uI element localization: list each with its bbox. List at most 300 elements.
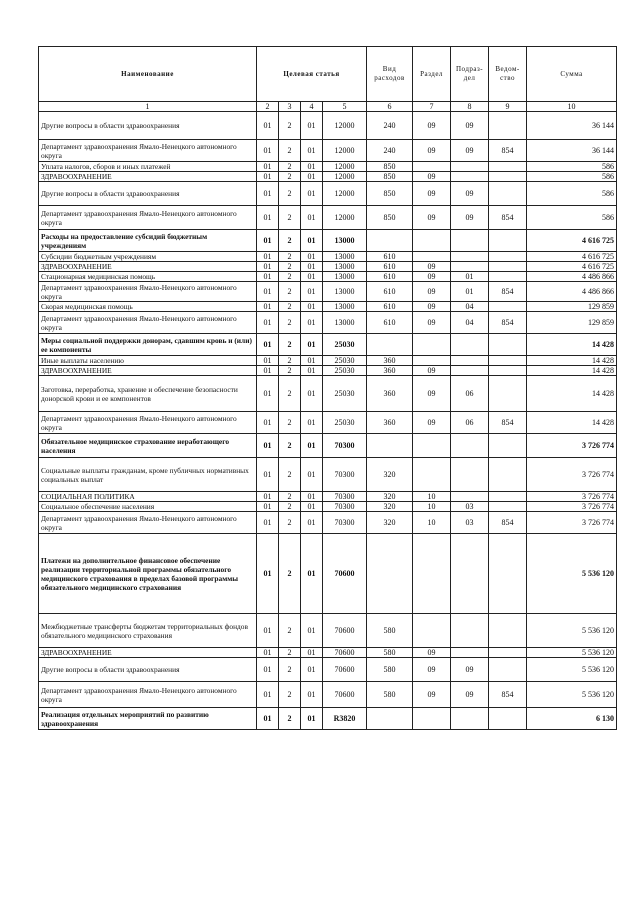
- row-sum: 14 428: [527, 366, 617, 376]
- target-code-1: 01: [257, 648, 279, 658]
- section-code: 09: [413, 172, 451, 182]
- target-code-3: 01: [301, 112, 323, 140]
- target-code-4: 70300: [323, 458, 367, 492]
- section-code: [413, 230, 451, 252]
- expense-type: 240: [367, 140, 413, 162]
- target-code-2: 2: [279, 140, 301, 162]
- target-code-2: 2: [279, 534, 301, 614]
- subsection-code: [451, 614, 489, 648]
- row-sum: 5 536 120: [527, 534, 617, 614]
- target-code-1: 01: [257, 262, 279, 272]
- expense-type: 610: [367, 302, 413, 312]
- target-code-4: 25030: [323, 356, 367, 366]
- target-code-2: 2: [279, 708, 301, 730]
- table-row: [39, 112, 617, 140]
- subsection-code: 04: [451, 312, 489, 334]
- row-name: Другие вопросы в области здравоохранения: [39, 112, 257, 140]
- subsection-code: [451, 230, 489, 252]
- expense-type: 580: [367, 648, 413, 658]
- row-name: СОЦИАЛЬНАЯ ПОЛИТИКА: [39, 492, 257, 502]
- subsection-code: [451, 252, 489, 262]
- expense-type: 320: [367, 492, 413, 502]
- table-row: [39, 252, 617, 262]
- target-code-1: 01: [257, 356, 279, 366]
- table-row: [39, 162, 617, 172]
- row-sum: 4 486 866: [527, 282, 617, 302]
- subsection-code: 03: [451, 512, 489, 534]
- target-code-1: 01: [257, 312, 279, 334]
- section-code: 09: [413, 140, 451, 162]
- row-sum: 14 428: [527, 356, 617, 366]
- expense-type: 610: [367, 282, 413, 302]
- department-code: [489, 534, 527, 614]
- expense-type: [367, 230, 413, 252]
- target-code-2: 2: [279, 458, 301, 492]
- target-code-4: 12000: [323, 162, 367, 172]
- target-code-2: 2: [279, 252, 301, 262]
- table-row: [39, 302, 617, 312]
- table-row: [39, 534, 617, 614]
- section-code: [413, 458, 451, 492]
- expense-type: 610: [367, 312, 413, 334]
- expense-type: 360: [367, 366, 413, 376]
- column-number-row: [39, 102, 617, 112]
- row-sum: 5 536 120: [527, 682, 617, 708]
- target-code-4: 70300: [323, 492, 367, 502]
- table-row: [39, 230, 617, 252]
- row-sum: 586: [527, 172, 617, 182]
- department-code: [489, 434, 527, 458]
- subsection-code: [451, 262, 489, 272]
- target-code-2: 2: [279, 162, 301, 172]
- target-code-4: 12000: [323, 172, 367, 182]
- target-code-3: 01: [301, 356, 323, 366]
- row-sum: 586: [527, 182, 617, 206]
- section-code: [413, 334, 451, 356]
- target-code-3: 01: [301, 302, 323, 312]
- row-sum: 5 536 120: [527, 614, 617, 648]
- section-code: [413, 356, 451, 366]
- target-code-2: 2: [279, 272, 301, 282]
- row-name: Платежи на дополнительное финансовое обеспечение реализации территориальной программы обязательного медицинского страхования в пределах базовой программы обязательного медицинского страхования: [39, 534, 257, 614]
- table-row: [39, 282, 617, 302]
- table-header-row: [39, 47, 617, 102]
- subsection-code: 09: [451, 112, 489, 140]
- row-sum: 129 859: [527, 302, 617, 312]
- department-code: [489, 366, 527, 376]
- table-row: [39, 312, 617, 334]
- target-code-3: 01: [301, 140, 323, 162]
- subsection-code: [451, 458, 489, 492]
- target-code-4: 13000: [323, 230, 367, 252]
- target-code-4: 25030: [323, 334, 367, 356]
- target-code-3: 01: [301, 458, 323, 492]
- target-code-1: 01: [257, 282, 279, 302]
- target-code-4: 25030: [323, 366, 367, 376]
- row-name: ЗДРАВООХРАНЕНИЕ: [39, 172, 257, 182]
- target-code-3: 01: [301, 614, 323, 648]
- target-code-4: 12000: [323, 112, 367, 140]
- table-row: [39, 356, 617, 366]
- department-code: [489, 356, 527, 366]
- expense-type: 610: [367, 252, 413, 262]
- table-row: [39, 512, 617, 534]
- expense-type: 850: [367, 206, 413, 230]
- target-code-2: 2: [279, 356, 301, 366]
- target-code-1: 01: [257, 162, 279, 172]
- section-code: [413, 252, 451, 262]
- target-code-3: 01: [301, 206, 323, 230]
- target-code-3: 01: [301, 412, 323, 434]
- table-row: [39, 492, 617, 502]
- target-code-3: 01: [301, 708, 323, 730]
- budget-table: [38, 46, 617, 730]
- target-code-3: 01: [301, 502, 323, 512]
- row-sum: 586: [527, 206, 617, 230]
- subsection-code: 06: [451, 412, 489, 434]
- target-code-4: 13000: [323, 312, 367, 334]
- section-code: 09: [413, 648, 451, 658]
- department-code: 854: [489, 282, 527, 302]
- target-code-1: 01: [257, 302, 279, 312]
- subsection-code: [451, 434, 489, 458]
- department-code: [489, 658, 527, 682]
- row-sum: 5 536 120: [527, 658, 617, 682]
- subsection-code: 09: [451, 682, 489, 708]
- expense-type: 610: [367, 262, 413, 272]
- table-row: [39, 708, 617, 730]
- section-code: 09: [413, 312, 451, 334]
- target-code-2: 2: [279, 366, 301, 376]
- subsection-code: [451, 648, 489, 658]
- section-code: [413, 534, 451, 614]
- target-code-1: 01: [257, 252, 279, 262]
- target-code-1: 01: [257, 614, 279, 648]
- section-code: 09: [413, 206, 451, 230]
- target-code-2: 2: [279, 282, 301, 302]
- target-code-4: 12000: [323, 140, 367, 162]
- section-code: 09: [413, 272, 451, 282]
- target-code-2: 2: [279, 262, 301, 272]
- target-code-2: 2: [279, 512, 301, 534]
- department-code: [489, 182, 527, 206]
- section-code: [413, 434, 451, 458]
- row-name: ЗДРАВООХРАНЕНИЕ: [39, 366, 257, 376]
- row-name: Департамент здравоохранения Ямало-Ненецкого автономного округа: [39, 512, 257, 534]
- row-name: Департамент здравоохранения Ямало-Ненецкого автономного округа: [39, 206, 257, 230]
- col-number: 5: [323, 102, 367, 112]
- subsection-code: 01: [451, 282, 489, 302]
- department-code: [489, 334, 527, 356]
- target-code-3: 01: [301, 272, 323, 282]
- expense-type: [367, 534, 413, 614]
- row-name: Уплата налогов, сборов и иных платежей: [39, 162, 257, 172]
- row-sum: 3 726 774: [527, 458, 617, 492]
- department-code: 854: [489, 140, 527, 162]
- row-name: Меры социальной поддержки донорам, сдавшим кровь и (или) ее компоненты: [39, 334, 257, 356]
- table-row: [39, 648, 617, 658]
- department-code: [489, 112, 527, 140]
- table-row: [39, 614, 617, 648]
- target-code-1: 01: [257, 434, 279, 458]
- target-code-1: 01: [257, 206, 279, 230]
- target-code-4: 13000: [323, 282, 367, 302]
- target-code-3: 01: [301, 182, 323, 206]
- expense-type: 850: [367, 162, 413, 172]
- target-code-4: 12000: [323, 206, 367, 230]
- expense-type: 850: [367, 172, 413, 182]
- section-code: 09: [413, 682, 451, 708]
- subsection-code: [451, 492, 489, 502]
- subsection-code: [451, 172, 489, 182]
- table-row: [39, 334, 617, 356]
- row-name: Расходы на предоставление субсидий бюджетным учреждениям: [39, 230, 257, 252]
- department-code: [489, 272, 527, 282]
- expense-type: 320: [367, 502, 413, 512]
- row-sum: 3 726 774: [527, 492, 617, 502]
- department-code: [489, 252, 527, 262]
- subsection-code: 04: [451, 302, 489, 312]
- subsection-code: [451, 356, 489, 366]
- row-sum: 14 428: [527, 334, 617, 356]
- department-code: 854: [489, 512, 527, 534]
- row-name: ЗДРАВООХРАНЕНИЕ: [39, 262, 257, 272]
- row-sum: 586: [527, 162, 617, 172]
- row-sum: 3 726 774: [527, 434, 617, 458]
- row-name: Другие вопросы в области здравоохранения: [39, 182, 257, 206]
- department-code: [489, 376, 527, 412]
- target-code-2: 2: [279, 614, 301, 648]
- target-code-4: 70300: [323, 502, 367, 512]
- row-sum: 36 144: [527, 112, 617, 140]
- department-code: [489, 262, 527, 272]
- target-code-1: 01: [257, 502, 279, 512]
- expense-type: 240: [367, 112, 413, 140]
- target-code-3: 01: [301, 334, 323, 356]
- subsection-code: [451, 708, 489, 730]
- target-code-4: R3820: [323, 708, 367, 730]
- expense-type: 360: [367, 412, 413, 434]
- row-name: Обязательное медицинское страхование неработающего населения: [39, 434, 257, 458]
- target-code-2: 2: [279, 648, 301, 658]
- department-code: [489, 458, 527, 492]
- table-row: [39, 366, 617, 376]
- section-code: 09: [413, 412, 451, 434]
- table-row: [39, 458, 617, 492]
- section-code: 09: [413, 658, 451, 682]
- subsection-code: [451, 534, 489, 614]
- table-row: [39, 376, 617, 412]
- row-sum: 14 428: [527, 376, 617, 412]
- col-number: 3: [279, 102, 301, 112]
- target-code-4: 70300: [323, 512, 367, 534]
- row-name: Департамент здравоохранения Ямало-Ненецкого автономного округа: [39, 282, 257, 302]
- col-number: 9: [489, 102, 527, 112]
- table-row: [39, 682, 617, 708]
- target-code-4: 70600: [323, 682, 367, 708]
- department-code: [489, 172, 527, 182]
- row-name: Департамент здравоохранения Ямало-Ненецкого автономного округа: [39, 682, 257, 708]
- target-code-4: 13000: [323, 262, 367, 272]
- target-code-3: 01: [301, 682, 323, 708]
- col-number: 1: [39, 102, 257, 112]
- section-code: 09: [413, 282, 451, 302]
- target-code-2: 2: [279, 492, 301, 502]
- header-target: Целевая статья: [257, 47, 367, 102]
- department-code: [489, 648, 527, 658]
- target-code-3: 01: [301, 648, 323, 658]
- target-code-1: 01: [257, 412, 279, 434]
- row-sum: 3 726 774: [527, 512, 617, 534]
- row-sum: 4 616 725: [527, 262, 617, 272]
- table-row: [39, 434, 617, 458]
- header-exp-type: Вид расходов: [367, 47, 413, 102]
- header-sum: Сумма: [527, 47, 617, 102]
- target-code-3: 01: [301, 282, 323, 302]
- department-code: [489, 302, 527, 312]
- table-row: [39, 262, 617, 272]
- target-code-3: 01: [301, 312, 323, 334]
- target-code-2: 2: [279, 412, 301, 434]
- target-code-3: 01: [301, 366, 323, 376]
- target-code-1: 01: [257, 334, 279, 356]
- target-code-3: 01: [301, 252, 323, 262]
- target-code-3: 01: [301, 172, 323, 182]
- row-name: Заготовка, переработка, хранение и обеспечение безопасности донорской крови и ее компонентов: [39, 376, 257, 412]
- expense-type: 320: [367, 512, 413, 534]
- header-department: Ведом- ство: [489, 47, 527, 102]
- target-code-3: 01: [301, 376, 323, 412]
- target-code-1: 01: [257, 272, 279, 282]
- target-code-1: 01: [257, 658, 279, 682]
- target-code-3: 01: [301, 492, 323, 502]
- header-name: Наименование: [39, 47, 257, 102]
- row-name: Реализация отдельных мероприятий по развитию здравоохранения: [39, 708, 257, 730]
- expense-type: 580: [367, 614, 413, 648]
- table-body: [39, 112, 617, 730]
- section-code: 10: [413, 492, 451, 502]
- department-code: 854: [489, 206, 527, 230]
- expense-type: 610: [367, 272, 413, 282]
- section-code: 09: [413, 366, 451, 376]
- target-code-1: 01: [257, 512, 279, 534]
- target-code-2: 2: [279, 182, 301, 206]
- target-code-1: 01: [257, 682, 279, 708]
- table-row: [39, 272, 617, 282]
- subsection-code: 09: [451, 182, 489, 206]
- row-name: Социальное обеспечение населения: [39, 502, 257, 512]
- target-code-4: 70600: [323, 658, 367, 682]
- row-name: Стационарная медицинская помощь: [39, 272, 257, 282]
- target-code-3: 01: [301, 534, 323, 614]
- col-number: 2: [257, 102, 279, 112]
- section-code: [413, 708, 451, 730]
- row-sum: 129 859: [527, 312, 617, 334]
- table-row: [39, 172, 617, 182]
- target-code-1: 01: [257, 230, 279, 252]
- target-code-2: 2: [279, 682, 301, 708]
- target-code-4: 70600: [323, 534, 367, 614]
- target-code-2: 2: [279, 230, 301, 252]
- department-code: 854: [489, 312, 527, 334]
- row-sum: 14 428: [527, 412, 617, 434]
- target-code-2: 2: [279, 658, 301, 682]
- subsection-code: 09: [451, 206, 489, 230]
- section-code: 09: [413, 182, 451, 206]
- row-name: Департамент здравоохранения Ямало-Ненецкого автономного округа: [39, 312, 257, 334]
- row-sum: 6 130: [527, 708, 617, 730]
- col-number: 8: [451, 102, 489, 112]
- target-code-2: 2: [279, 434, 301, 458]
- row-sum: 5 536 120: [527, 648, 617, 658]
- target-code-4: 25030: [323, 376, 367, 412]
- section-code: 09: [413, 376, 451, 412]
- department-code: [489, 502, 527, 512]
- target-code-4: 13000: [323, 252, 367, 262]
- target-code-1: 01: [257, 492, 279, 502]
- target-code-1: 01: [257, 112, 279, 140]
- target-code-4: 13000: [323, 302, 367, 312]
- target-code-4: 13000: [323, 272, 367, 282]
- subsection-code: 09: [451, 140, 489, 162]
- expense-type: 360: [367, 356, 413, 366]
- section-code: 09: [413, 302, 451, 312]
- row-sum: 3 726 774: [527, 502, 617, 512]
- subsection-code: 09: [451, 658, 489, 682]
- target-code-2: 2: [279, 112, 301, 140]
- target-code-1: 01: [257, 458, 279, 492]
- row-sum: 4 616 725: [527, 230, 617, 252]
- target-code-4: 70600: [323, 648, 367, 658]
- target-code-4: 70600: [323, 614, 367, 648]
- department-code: [489, 708, 527, 730]
- section-code: [413, 162, 451, 172]
- target-code-2: 2: [279, 206, 301, 230]
- target-code-1: 01: [257, 140, 279, 162]
- subsection-code: 03: [451, 502, 489, 512]
- target-code-2: 2: [279, 376, 301, 412]
- target-code-1: 01: [257, 534, 279, 614]
- target-code-2: 2: [279, 334, 301, 356]
- section-code: 10: [413, 502, 451, 512]
- row-name: Другие вопросы в области здравоохранения: [39, 658, 257, 682]
- target-code-2: 2: [279, 312, 301, 334]
- target-code-3: 01: [301, 162, 323, 172]
- department-code: [489, 230, 527, 252]
- department-code: [489, 162, 527, 172]
- expense-type: 580: [367, 658, 413, 682]
- target-code-3: 01: [301, 512, 323, 534]
- section-code: 10: [413, 512, 451, 534]
- row-sum: 4 616 725: [527, 252, 617, 262]
- expense-type: 320: [367, 458, 413, 492]
- header-subsection: Подраз- дел: [451, 47, 489, 102]
- department-code: [489, 614, 527, 648]
- target-code-3: 01: [301, 658, 323, 682]
- section-code: 09: [413, 112, 451, 140]
- subsection-code: 06: [451, 376, 489, 412]
- col-number: 4: [301, 102, 323, 112]
- row-sum: 4 486 866: [527, 272, 617, 282]
- target-code-2: 2: [279, 302, 301, 312]
- row-name: Департамент здравоохранения Ямало-Ненецкого автономного округа: [39, 140, 257, 162]
- department-code: [489, 492, 527, 502]
- row-name: Скорая медицинская помощь: [39, 302, 257, 312]
- target-code-1: 01: [257, 182, 279, 206]
- target-code-3: 01: [301, 230, 323, 252]
- row-name: Субсидии бюджетным учреждениям: [39, 252, 257, 262]
- table-row: [39, 658, 617, 682]
